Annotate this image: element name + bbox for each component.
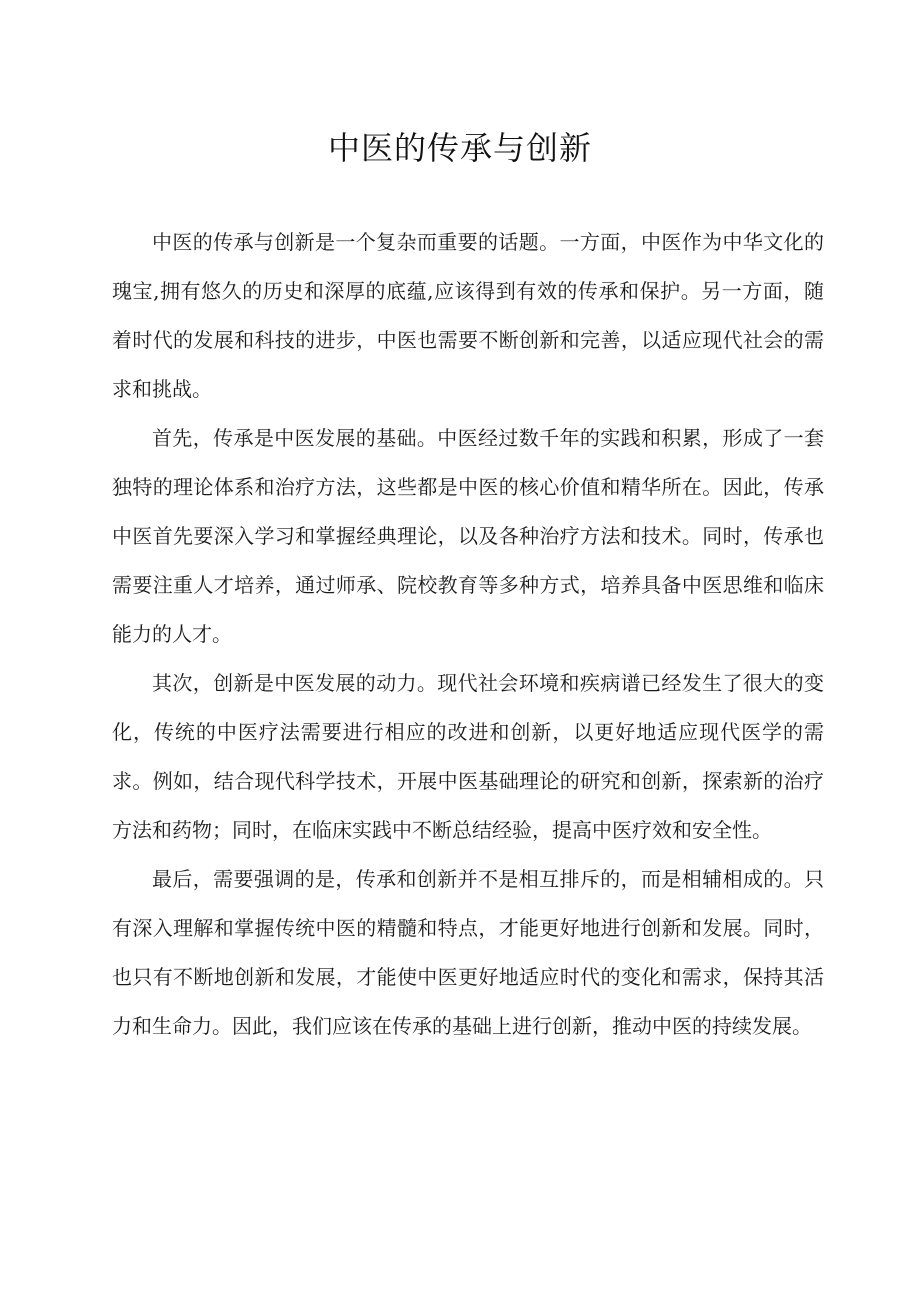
paragraph-conclusion: 最后，需要强调的是，传承和创新并不是相互排斥的，而是相辅相成的。只有深入理解和掌握传统中医的精髓和特点，才能更好地进行创新和发展。同时，也只有不断地创新和发展，才能使中医更好地适应时代的变化和需求，保持其活力和生命力。因此，我们应该在传承的基础上进行创新，推动中医的持续发展。 <box>112 867 824 1038</box>
paragraph-innovation: 其次，创新是中医发展的动力。现代社会环境和疾病谱已经发生了很大的变化，传统的中医疗法需要进行相应的改进和创新，以更好地适应现代医学的需求。例如，结合现代科学技术，开展中医基础理论的研究和创新，探索新的治疗方法和药物；同时，在临床实践中不断总结经验，提高中医疗效和安全性。 <box>112 671 824 842</box>
document-body <box>112 218 824 1051</box>
document-title: 中医的传承与创新 <box>327 129 592 167</box>
paragraph-intro: 中医的传承与创新是一个复杂而重要的话题。一方面，中医作为中华文化的瑰宝,拥有悠久的历史和深厚的底蕴,应该得到有效的传承和保护。另一方面，随着时代的发展和科技的进步，中医也需要不断创新和完善，以适应现代社会的需求和挑战。 <box>112 230 824 401</box>
paragraph-inheritance: 首先，传承是中医发展的基础。中医经过数千年的实践和积累，形成了一套独特的理论体系和治疗方法，这些都是中医的核心价值和精华所在。因此，传承中医首先要深入学习和掌握经典理论，以及各种治疗方法和技术。同时，传承也需要注重人才培养，通过师承、院校教育等多种方式，培养具备中医思维和临床能力的人才。 <box>112 426 824 646</box>
